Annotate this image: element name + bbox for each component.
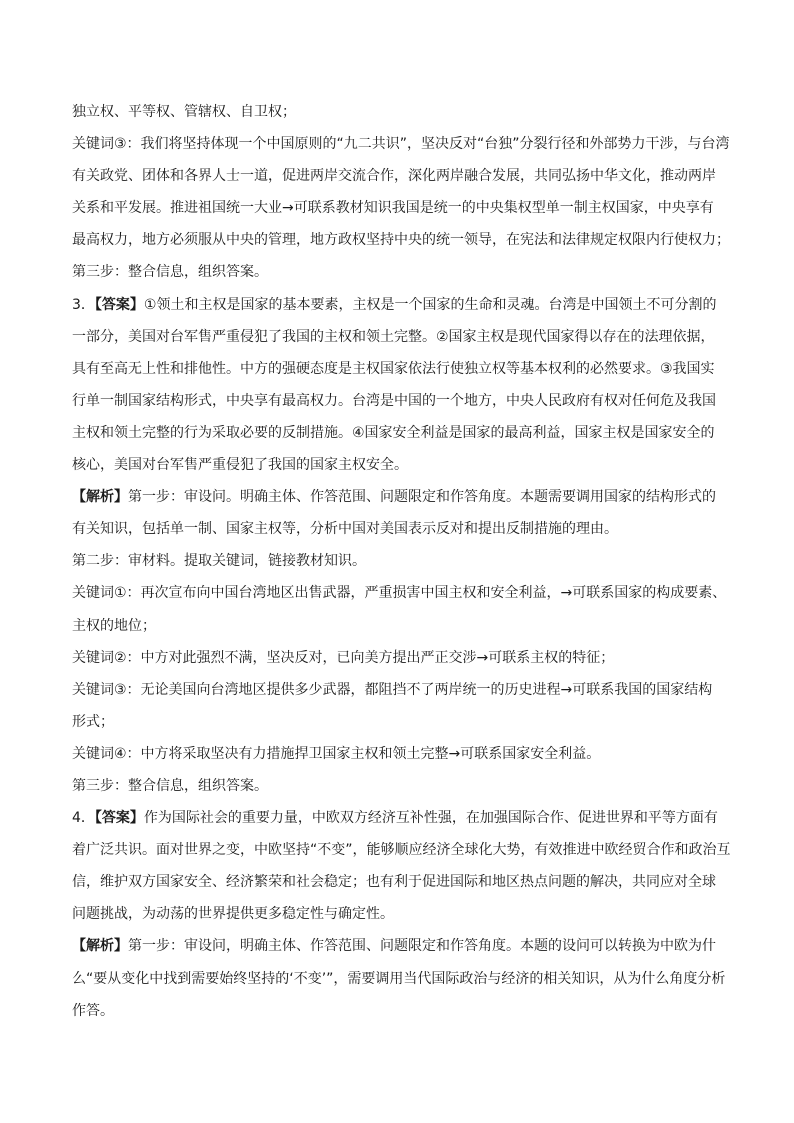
text-line: 信，维护双方国家安全、经济繁荣和社会稳定；也有利于促进国际和地区热点问题的解决，共同应对全球	[72, 874, 716, 891]
text-line: 独立权、平等权、管辖权、自卫权；	[72, 104, 296, 120]
text-line: 具有至高无上性和排他性。中方的强硬态度是主权国家依法行使独立权等基本权利的必然要求。③我国实	[72, 360, 715, 377]
text-line: 最高权力，地方必须服从中央的管理，地方政权坚持中央的统一领导，在宪法和法律规定权限内行使权力；	[72, 232, 730, 249]
text-line: 关键词④：中方将采取坚决有力措施捍卫国家主权和领土完整→可联系国家安全利益。	[72, 745, 601, 762]
text-line: 关键词①：再次宣布向中国台湾地区出售武器，严重损害中国主权和安全利益，→可联系国家的构成要素、	[72, 585, 727, 602]
q4-answer-line	[72, 802, 732, 834]
text-line: 第二步：审材料。提取关键词，链接教材知识。	[72, 553, 366, 570]
text-line: 有关知识，包括单一制、国家主权等，分析中国对美国表示反对和提出反制措施的理由。	[72, 521, 618, 538]
q3-answer-line	[72, 289, 732, 321]
text-line: 作为国际社会的重要力量，中欧双方经济互补性强，在加强国际合作、促进世界和平等方面有	[143, 810, 718, 827]
text-line: 行单一制国家结构形式，中央享有最高权力。台湾是中国的一个地方，中央人民政府有权对任何危及我国	[72, 392, 716, 409]
text-line: 关键词②：中方对此强烈不满，坚决反对，已向美方提出严正交涉→可联系主权的特征；	[72, 649, 615, 666]
answer-tag: 【答案】	[94, 296, 144, 313]
text-line: 核心，美国对台军售严重侵犯了我国的国家主权安全。	[72, 457, 408, 474]
text-line: 主权和领土完整的行为采取必要的反制措施。④国家安全利益是国家的最高利益，国家主权是国家安全的	[72, 424, 715, 441]
text-line: ①领土和主权是国家的基本要素，主权是一个国家的生命和灵魂。台湾是中国领土不可分割的	[143, 296, 717, 313]
answer-tag: 【答案】	[94, 810, 144, 827]
text-line: 形式；	[72, 713, 114, 730]
analysis-tag: 【解析】	[72, 938, 128, 955]
text-line: 问题挑战，为动荡的世界提供更多稳定性与确定性。	[72, 906, 394, 923]
text-line: 第一步：审设问。明确主体、作答范围、问题限定和作答角度。本题需要调用国家的结构形式的	[128, 489, 716, 506]
text-line: 有关政党、团体和各界人士一道，促进两岸交流合作，深化两岸融合发展，共同弘扬中华文化，推动两岸	[72, 168, 716, 185]
text-line: 主权的地位；	[72, 617, 156, 634]
question-number: 3．	[72, 296, 95, 313]
text-line: 第一步：审设问，明确主体、作答范围、问题限定和作答角度。本题的设问可以转换为中欧为什	[128, 938, 716, 955]
text-line: 作答。	[72, 1002, 114, 1019]
text-line: 关系和平发展。推进祖国统一大业→可联系教材知识我国是统一的中央集权型单一制主权国家，中央享有	[72, 200, 714, 217]
text-line: 着广泛共识。面对世界之变，中欧坚持“不变”，能够顺应经济全球化大势，有效推进中欧经贸合作和政治互	[72, 842, 731, 859]
text-line: 第三步：整合信息，组织答案。	[72, 777, 268, 794]
text-line: 关键词③：无论美国向台湾地区提供多少武器，都阻挡不了两岸统一的历史进程→可联系我国的国家结构	[72, 681, 713, 698]
analysis-tag: 【解析】	[72, 489, 128, 506]
document-page	[72, 96, 732, 1027]
question-number: 4．	[72, 810, 95, 827]
text-line: 关键词③：我们将坚持体现一个中国原则的“九二共识”，坚决反对“台独”分裂行径和外部势力干涉，与台湾	[72, 136, 730, 153]
text-line: 第三步：整合信息，组织答案。	[72, 264, 268, 281]
text-line: 么“要从变化中找到需要始终坚持的‘不变’”，需要调用当代国际政治与经济的相关知识，从为什么角度分析	[72, 970, 726, 987]
q4-analysis-line	[72, 930, 732, 962]
text-line: 一部分，美国对台军售严重侵犯了我国的主权和领土完整。②国家主权是现代国家得以存在的法理依据，	[72, 328, 715, 345]
q3-analysis-line	[72, 481, 732, 513]
